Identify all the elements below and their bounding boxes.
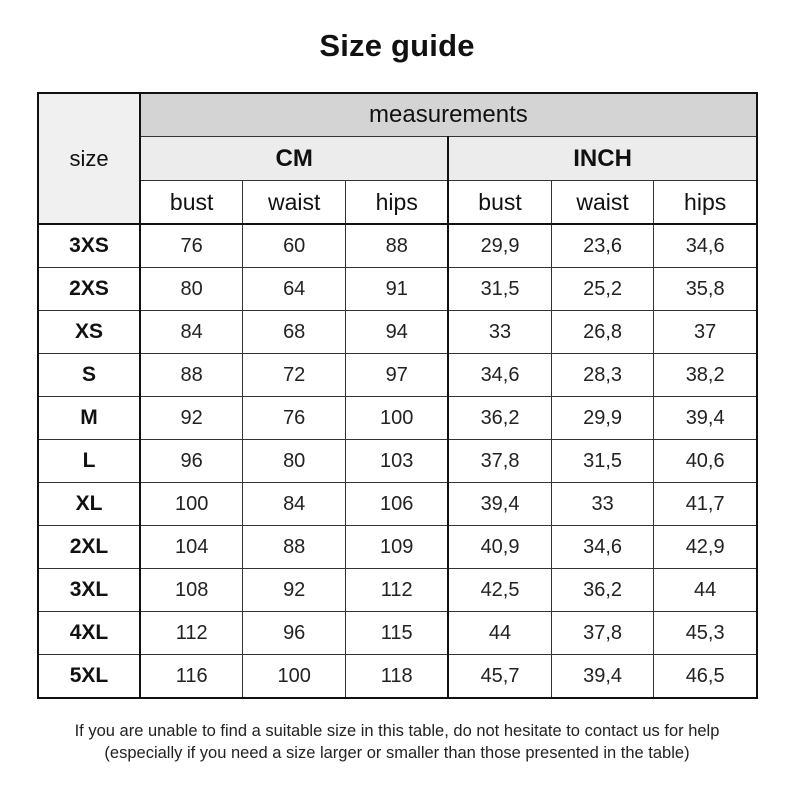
table-cell: 92 — [140, 397, 243, 440]
row-size-label: 3XS — [38, 224, 140, 268]
table-cell: 115 — [346, 612, 449, 655]
table-cell: 106 — [346, 483, 449, 526]
table-body — [38, 224, 757, 698]
table-cell: 72 — [243, 354, 346, 397]
size-table — [37, 92, 758, 699]
table-cell: 36,2 — [551, 569, 654, 612]
table-row — [38, 483, 757, 526]
header-unit-cm: CM — [140, 137, 448, 181]
table-cell: 109 — [346, 526, 449, 569]
table-cell: 25,2 — [551, 268, 654, 311]
table-cell: 80 — [140, 268, 243, 311]
table-cell: 96 — [243, 612, 346, 655]
table-cell: 97 — [346, 354, 449, 397]
table-cell: 92 — [243, 569, 346, 612]
table-cell: 45,3 — [654, 612, 757, 655]
table-cell: 40,9 — [448, 526, 551, 569]
table-cell: 46,5 — [654, 655, 757, 699]
table-row — [38, 569, 757, 612]
row-size-label: 2XL — [38, 526, 140, 569]
table-row — [38, 354, 757, 397]
header-unit-inch: INCH — [448, 137, 756, 181]
table-cell: 39,4 — [551, 655, 654, 699]
table-cell: 76 — [243, 397, 346, 440]
table-cell: 91 — [346, 268, 449, 311]
table-row — [38, 224, 757, 268]
header-column-cm-bust: bust — [140, 181, 243, 225]
table-cell: 34,6 — [654, 224, 757, 268]
table-cell: 104 — [140, 526, 243, 569]
row-size-label: M — [38, 397, 140, 440]
table-row — [38, 397, 757, 440]
header-measurements: measurements — [140, 93, 757, 137]
table-row — [38, 268, 757, 311]
table-cell: 64 — [243, 268, 346, 311]
row-size-label: 4XL — [38, 612, 140, 655]
table-cell: 44 — [448, 612, 551, 655]
table-row — [38, 612, 757, 655]
table-cell: 33 — [448, 311, 551, 354]
row-size-label: 2XS — [38, 268, 140, 311]
table-cell: 40,6 — [654, 440, 757, 483]
table-cell: 35,8 — [654, 268, 757, 311]
table-cell: 84 — [140, 311, 243, 354]
table-cell: 100 — [140, 483, 243, 526]
table-cell: 100 — [346, 397, 449, 440]
table-cell: 23,6 — [551, 224, 654, 268]
table-cell: 88 — [243, 526, 346, 569]
table-cell: 84 — [243, 483, 346, 526]
table-cell: 31,5 — [448, 268, 551, 311]
row-size-label: XL — [38, 483, 140, 526]
table-cell: 34,6 — [448, 354, 551, 397]
table-cell: 80 — [243, 440, 346, 483]
table-cell: 33 — [551, 483, 654, 526]
table-cell: 31,5 — [551, 440, 654, 483]
table-cell: 45,7 — [448, 655, 551, 699]
table-row — [38, 440, 757, 483]
table-cell: 26,8 — [551, 311, 654, 354]
header-column-inch-bust: bust — [448, 181, 551, 225]
table-cell: 41,7 — [654, 483, 757, 526]
table-cell: 29,9 — [448, 224, 551, 268]
table-cell: 103 — [346, 440, 449, 483]
table-cell: 34,6 — [551, 526, 654, 569]
table-cell: 76 — [140, 224, 243, 268]
row-size-label: S — [38, 354, 140, 397]
table-cell: 60 — [243, 224, 346, 268]
table-cell: 37 — [654, 311, 757, 354]
table-cell: 100 — [243, 655, 346, 699]
table-cell: 37,8 — [551, 612, 654, 655]
table-cell: 118 — [346, 655, 449, 699]
table-cell: 116 — [140, 655, 243, 699]
table-cell: 39,4 — [448, 483, 551, 526]
table-cell: 29,9 — [551, 397, 654, 440]
table-cell: 44 — [654, 569, 757, 612]
header-column-inch-hips: hips — [654, 181, 757, 225]
header-size: size — [38, 93, 140, 224]
table-cell: 68 — [243, 311, 346, 354]
table-cell: 94 — [346, 311, 449, 354]
header-column-inch-waist: waist — [551, 181, 654, 225]
table-cell: 88 — [140, 354, 243, 397]
table-cell: 112 — [346, 569, 449, 612]
table-cell: 28,3 — [551, 354, 654, 397]
table-cell: 96 — [140, 440, 243, 483]
footer-note-line1: If you are unable to find a suitable size in this table, do not hesitate to contact us for help — [74, 722, 720, 740]
row-size-label: 5XL — [38, 655, 140, 699]
row-size-label: L — [38, 440, 140, 483]
row-size-label: XS — [38, 311, 140, 354]
table-cell: 42,9 — [654, 526, 757, 569]
table-row — [38, 526, 757, 569]
table-cell: 36,2 — [448, 397, 551, 440]
table-cell: 42,5 — [448, 569, 551, 612]
table-cell: 38,2 — [654, 354, 757, 397]
row-size-label: 3XL — [38, 569, 140, 612]
table-cell: 37,8 — [448, 440, 551, 483]
table-cell: 108 — [140, 569, 243, 612]
header-column-cm-hips: hips — [346, 181, 449, 225]
table-cell: 88 — [346, 224, 449, 268]
table-cell: 112 — [140, 612, 243, 655]
table-cell: 39,4 — [654, 397, 757, 440]
page-title: Size guide — [319, 28, 475, 63]
table-row — [38, 311, 757, 354]
footer-note-line2: (especially if you need a size larger or smaller than those presented in the table) — [104, 744, 690, 762]
header-column-cm-waist: waist — [243, 181, 346, 225]
table-row — [38, 655, 757, 699]
